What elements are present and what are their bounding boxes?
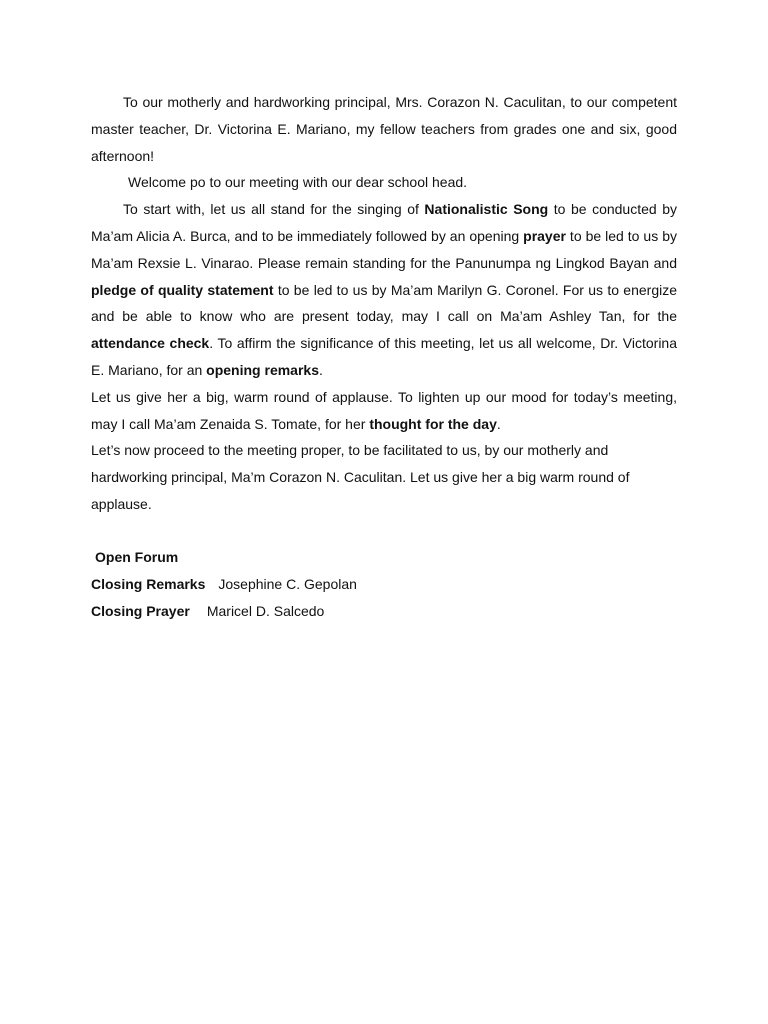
paragraph-text: . To affirm the significance of this meeting, let us all welcome, Dr. Victorina E. Mariano, for an bbox=[91, 335, 678, 378]
paragraph-text: . bbox=[496, 415, 501, 432]
closing-prayer-label: Closing Prayer bbox=[91, 602, 190, 619]
closing-remarks-name: Josephine C. Gepolan bbox=[218, 575, 357, 592]
open-forum-label: Open Forum bbox=[95, 549, 179, 565]
bold-prayer: prayer bbox=[523, 227, 566, 244]
closing-remarks-line bbox=[91, 571, 677, 598]
paragraph-text: Let us give her a big, warm round of applause. To lighten up our mood for today’s meeting, may I call Ma’am Zenaida S. Tomate, for her bbox=[91, 388, 677, 432]
program-list bbox=[91, 544, 677, 624]
closing-prayer-name: Maricel D. Salcedo bbox=[206, 602, 325, 619]
paragraph-text: to be led to us by Ma’am Marilyn G. Coronel. For us to energize and be able to know who are present today, may I call on Ma’am Ashley Tan, for the bbox=[91, 281, 678, 325]
bold-pledge: pledge of quality statement bbox=[91, 281, 274, 298]
closing-prayer-line bbox=[91, 598, 677, 625]
bold-nationalistic-song: Nationalistic Song bbox=[424, 201, 549, 218]
closing-remarks-label: Closing Remarks bbox=[91, 575, 206, 592]
applause-paragraph bbox=[91, 384, 677, 438]
bold-attendance-check: attendance check bbox=[91, 335, 210, 352]
paragraph-text: To start with, let us all stand for the singing of bbox=[123, 201, 425, 218]
paragraph-text: . bbox=[319, 361, 323, 378]
paragraph-text: to be conducted by Ma’am Alicia A. Burca, and to be immediately followed by an opening bbox=[91, 201, 678, 244]
greeting-paragraph: To our motherly and hardworking principal, Mrs. Corazon N. Caculitan, to our competent master teacher, Dr. Victorina E. Mariano, my fellow teachers from grades one and six, good afternoon! bbox=[91, 94, 677, 164]
meeting-proper-paragraph: Let’s now proceed to the meeting proper, to be facilitated to us, by our motherly and hardworking principal, Ma’m Corazon N. Caculitan. Let us give her a big warm round of applause. bbox=[91, 442, 630, 512]
bold-opening-remarks: opening remarks bbox=[206, 361, 319, 378]
program-paragraph bbox=[91, 196, 677, 384]
bold-thought-for-the-day: thought for the day bbox=[369, 415, 497, 432]
open-forum-line bbox=[91, 544, 677, 571]
document-body bbox=[91, 89, 677, 518]
paragraph-text: to be led to us by Ma’am Rexsie L. Vinarao. Please remain standing for the Panunumpa ng Lingkod Bayan and bbox=[91, 227, 677, 271]
welcome-paragraph: Welcome po to our meeting with our dear school head. bbox=[128, 174, 468, 191]
